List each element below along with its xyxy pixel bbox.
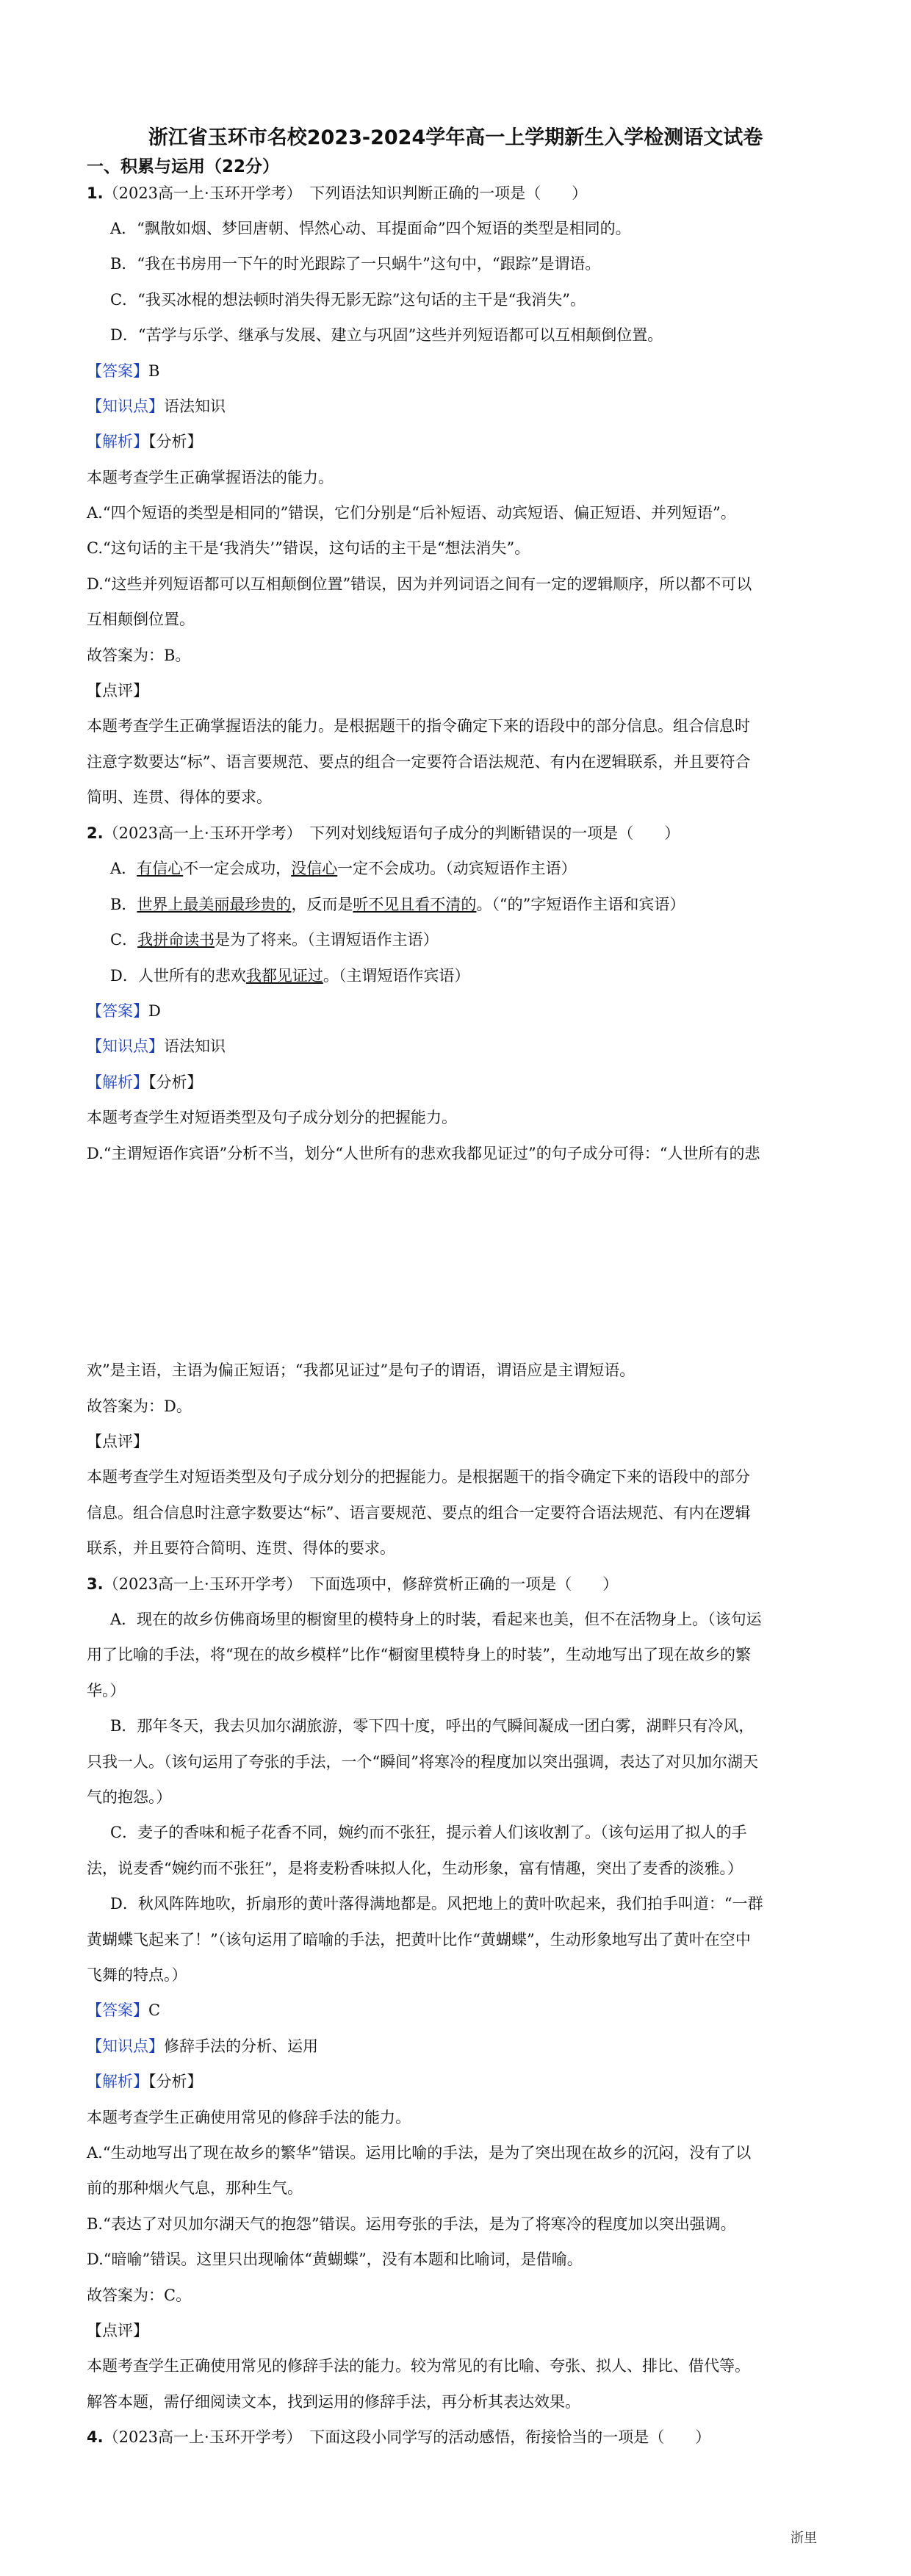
q2-answer: [87, 1000, 161, 1022]
answer-tag: 【答案】: [87, 362, 148, 380]
knowledge-value: 语法知识: [164, 397, 226, 415]
option-text: 。（“的”字短语作主语和宾语）: [476, 896, 685, 913]
q2-analysis-line: 欢”是主语，主语为偏正短语；“我都见证过”是句子的谓语，谓语应是主谓短语。: [87, 1361, 635, 1379]
q4-stem: [87, 2426, 710, 2448]
q1-analysis-line: A.“四个短语的类型是相同的”错误，它们分别是“后补短语、动宾短语、偏正短语、并列短语”。: [87, 504, 736, 522]
q3-answer: [87, 1999, 160, 2021]
option-prefix: D．人世所有的悲欢: [110, 967, 246, 985]
q3-option-a-cont: 用了比喻的手法，将“现在的故乡模样”比作“橱窗里模特身上的时装”，生动地写出了现在故乡的繁: [87, 1646, 751, 1663]
q2-analysis-heading: [87, 1071, 203, 1093]
option-text: 。（主谓短语作宾语）: [323, 967, 470, 985]
q2-option-d: [110, 965, 469, 987]
q1-stem: [87, 182, 587, 204]
option-prefix: C．: [110, 931, 138, 949]
knowledge-tag: 【知识点】: [87, 2037, 164, 2055]
q2-stem: [87, 822, 680, 844]
q3-analysis-line: D.“暗喻”错误。这里只出现喻体“黄蝴蝶”，没有本题和比喻词，是借喻。: [87, 2251, 583, 2268]
q1-analysis-line: 故答案为：B。: [87, 647, 191, 664]
option-prefix: A．: [110, 860, 137, 877]
page-title: 浙江省玉环市名校2023-2024学年高一上学期新生入学检测语文试卷: [148, 126, 763, 149]
underlined-phrase: 世界上最美丽最珍贵的: [137, 896, 292, 913]
q3-analysis-line: 前的那种烟火气息，那种生气。: [87, 2179, 303, 2197]
q1-option-a: A．“飘散如烟、梦回唐朝、悍然心动、耳提面命”四个短语的类型是相同的。: [110, 220, 631, 237]
knowledge-value: 语法知识: [164, 1037, 226, 1055]
page-footer: 浙里: [791, 2530, 817, 2546]
analysis-tag: 【解析】: [87, 2073, 148, 2090]
answer-value: D: [148, 1002, 161, 1020]
q3-option-d-cont: 飞舞的特点。）: [87, 1966, 187, 1984]
q3-analysis-line: B.“表达了对贝加尔湖天气的抱怨”错误。运用夸张的手法，是为了将寒冷的程度加以突出强调。: [87, 2215, 736, 2233]
q2-number: 2.: [87, 824, 104, 842]
q3-option-b-cont: 气的抱怨。）: [87, 1788, 172, 1806]
q2-comment-line: 本题考查学生对短语类型及句子成分划分的把握能力。是根据题干的指令确定下来的语段中的部分: [87, 1468, 750, 1486]
q2-analysis-line: D.“主谓短语作宾语”分析不当，划分“人世所有的悲欢我都见证过”的句子成分可得：“人世所有的悲: [87, 1145, 760, 1162]
analysis-tag: 【解析】: [87, 433, 148, 450]
q4-source: （2023高一上·玉环开学考）: [103, 2428, 295, 2446]
q3-option-c: C．麦子的香味和栀子花香不同，婉约而不张狂，提示着人们该收割了。（该句运用了拟人的手: [110, 1824, 747, 1841]
q3-analysis-line: 本题考查学生正确使用常见的修辞手法的能力。: [87, 2109, 411, 2126]
q3-number: 3.: [87, 1575, 104, 1593]
q2-option-a: [110, 857, 577, 879]
q1-analysis-line: C.“这句话的主干是‘我消失’”错误，这句话的主干是“想法消失”。: [87, 539, 530, 557]
q1-analysis-line: 互相颠倒位置。: [87, 611, 195, 628]
q2-option-b: [110, 893, 685, 915]
q1-number: 1.: [87, 184, 104, 202]
q1-analysis-heading: [87, 431, 203, 453]
option-prefix: B．: [110, 896, 137, 913]
q3-option-d: D．秋风阵阵地吹，折扇形的黄叶落得满地都是。风把地上的黄叶吹起来，我们拍手叫道：“一群: [110, 1895, 763, 1913]
underlined-phrase: 听不见且看不清的: [353, 896, 477, 913]
q3-option-a: A．现在的故乡仿佛商场里的橱窗里的模特身上的时装，看起来也美，但不在活物身上。（该句运: [110, 1611, 762, 1628]
q1-option-c: C．“我买冰棍的想法顿时消失得无影无踪”这句话的主干是“我消失”。: [110, 291, 586, 309]
q3-question: 下面选项中，修辞赏析正确的一项是（ ）: [309, 1575, 619, 1593]
q2-comment-line: 联系，并且要符合简明、连贯、得体的要求。: [87, 1539, 395, 1557]
q3-stem: [87, 1573, 618, 1595]
underlined-phrase: 我都见证过: [245, 967, 323, 985]
option-text: 不一定会成功，: [183, 860, 292, 877]
q1-question: 下列语法知识判断正确的一项是（ ）: [309, 184, 588, 202]
knowledge-value: 修辞手法的分析、运用: [164, 2037, 318, 2055]
underlined-phrase: 我拼命读书: [137, 931, 215, 949]
q1-comment-tag: 【点评】: [87, 682, 148, 699]
q2-source: （2023高一上·玉环开学考）: [103, 824, 295, 842]
q1-comment-line: 简明、连贯、得体的要求。: [87, 788, 272, 806]
q2-analysis-line: 故答案为：D。: [87, 1397, 192, 1415]
q3-analysis-line: 故答案为：C。: [87, 2287, 192, 2304]
q4-number: 4.: [87, 2428, 104, 2446]
q1-option-b: B．“我在书房用一下午的时光跟踪了一只蜗牛”这句中，“跟踪”是谓语。: [110, 255, 601, 273]
analysis-tag: 【解析】: [87, 1073, 148, 1091]
q3-comment-line: 解答本题，需仔细阅读文本，找到运用的修辞手法，再分析其表达效果。: [87, 2393, 580, 2411]
q2-question: 下列对划线短语句子成分的判断错误的一项是（ ）: [309, 824, 680, 842]
q3-comment-tag: 【点评】: [87, 2322, 148, 2339]
q3-option-c-cont: 法，说麦香“婉约而不张狂”，是将麦粉香味拟人化，生动形象，富有情趣，突出了麦香的淡雅。）: [87, 1860, 743, 1877]
q2-analysis-line: 本题考查学生对短语类型及句子成分划分的把握能力。: [87, 1109, 457, 1126]
q1-comment-line: 本题考查学生正确掌握语法的能力。是根据题干的指令确定下来的语段中的部分信息。组合信息时: [87, 717, 750, 735]
q1-analysis-line: D.“这些并列短语都可以互相颠倒位置”错误，因为并列词语之间有一定的逻辑顺序，所以都不可以: [87, 575, 752, 593]
analysis-subhead: 【分析】: [148, 1073, 203, 1091]
q3-source: （2023高一上·玉环开学考）: [103, 1575, 295, 1593]
q1-knowledge-point: [87, 395, 226, 417]
q3-analysis-heading: [87, 2070, 203, 2093]
q1-answer: [87, 360, 159, 382]
q2-comment-tag: 【点评】: [87, 1433, 148, 1450]
q1-source: （2023高一上·玉环开学考）: [103, 184, 295, 202]
q2-comment-line: 信息。组合信息时注意字数要达“标”、语言要规范、要点的组合一定要符合语法规范、有内在逻辑: [87, 1504, 751, 1522]
section-heading: 一、积累与运用（22分）: [87, 157, 280, 176]
option-text: ，反而是: [291, 896, 353, 913]
underlined-phrase: 没信心: [291, 860, 338, 877]
knowledge-tag: 【知识点】: [87, 397, 164, 415]
answer-tag: 【答案】: [87, 1002, 148, 1020]
q2-option-c: [110, 929, 439, 951]
q3-option-b: B．那年冬天，我去贝加尔湖旅游，零下四十度，呼出的气瞬间凝成一团白雾，湖畔只有冷风，: [110, 1717, 755, 1735]
q1-option-d: D．“苦学与乐学、继承与发展、建立与巩固”这些并列短语都可以互相颠倒位置。: [110, 326, 663, 344]
option-text: 一定不会成功。（动宾短语作主语）: [337, 860, 577, 877]
analysis-subhead: 【分析】: [148, 433, 203, 450]
q3-comment-line: 本题考查学生正确使用常见的修辞手法的能力。较为常见的有比喻、夸张、拟人、排比、借代等。: [87, 2357, 750, 2375]
q1-analysis-line: 本题考查学生正确掌握语法的能力。: [87, 469, 334, 486]
analysis-subhead: 【分析】: [148, 2073, 203, 2090]
q3-option-b-cont: 只我一人。（该句运用了夸张的手法，一个“瞬间”将寒冷的程度加以突出强调，表达了对贝加尔湖天: [87, 1753, 758, 1771]
underlined-phrase: 有信心: [137, 860, 184, 877]
option-text: 是为了将来。（主谓短语作主语）: [215, 931, 439, 949]
q3-analysis-line: A.“生动地写出了现在故乡的繁华”错误。运用比喻的手法，是为了突出现在故乡的沉闷，没有了以: [87, 2144, 752, 2162]
q4-question: 下面这段小同学写的活动感悟，衔接恰当的一项是（ ）: [309, 2428, 711, 2446]
answer-value: C: [148, 2001, 161, 2019]
q3-option-d-cont: 黄蝴蝶飞起来了！”（该句运用了暗喻的手法，把黄叶比作“黄蝴蝶”，生动形象地写出了黄叶在空中: [87, 1931, 751, 1949]
q3-option-a-cont: 华。）: [87, 1682, 126, 1699]
q2-knowledge-point: [87, 1035, 226, 1057]
q3-knowledge-point: [87, 2035, 318, 2057]
knowledge-tag: 【知识点】: [87, 1037, 164, 1055]
answer-tag: 【答案】: [87, 2001, 148, 2019]
q1-comment-line: 注意字数要达“标”、语言要规范、要点的组合一定要符合语法规范、有内在逻辑联系，并且要符合: [87, 753, 751, 771]
answer-value: B: [148, 362, 160, 380]
